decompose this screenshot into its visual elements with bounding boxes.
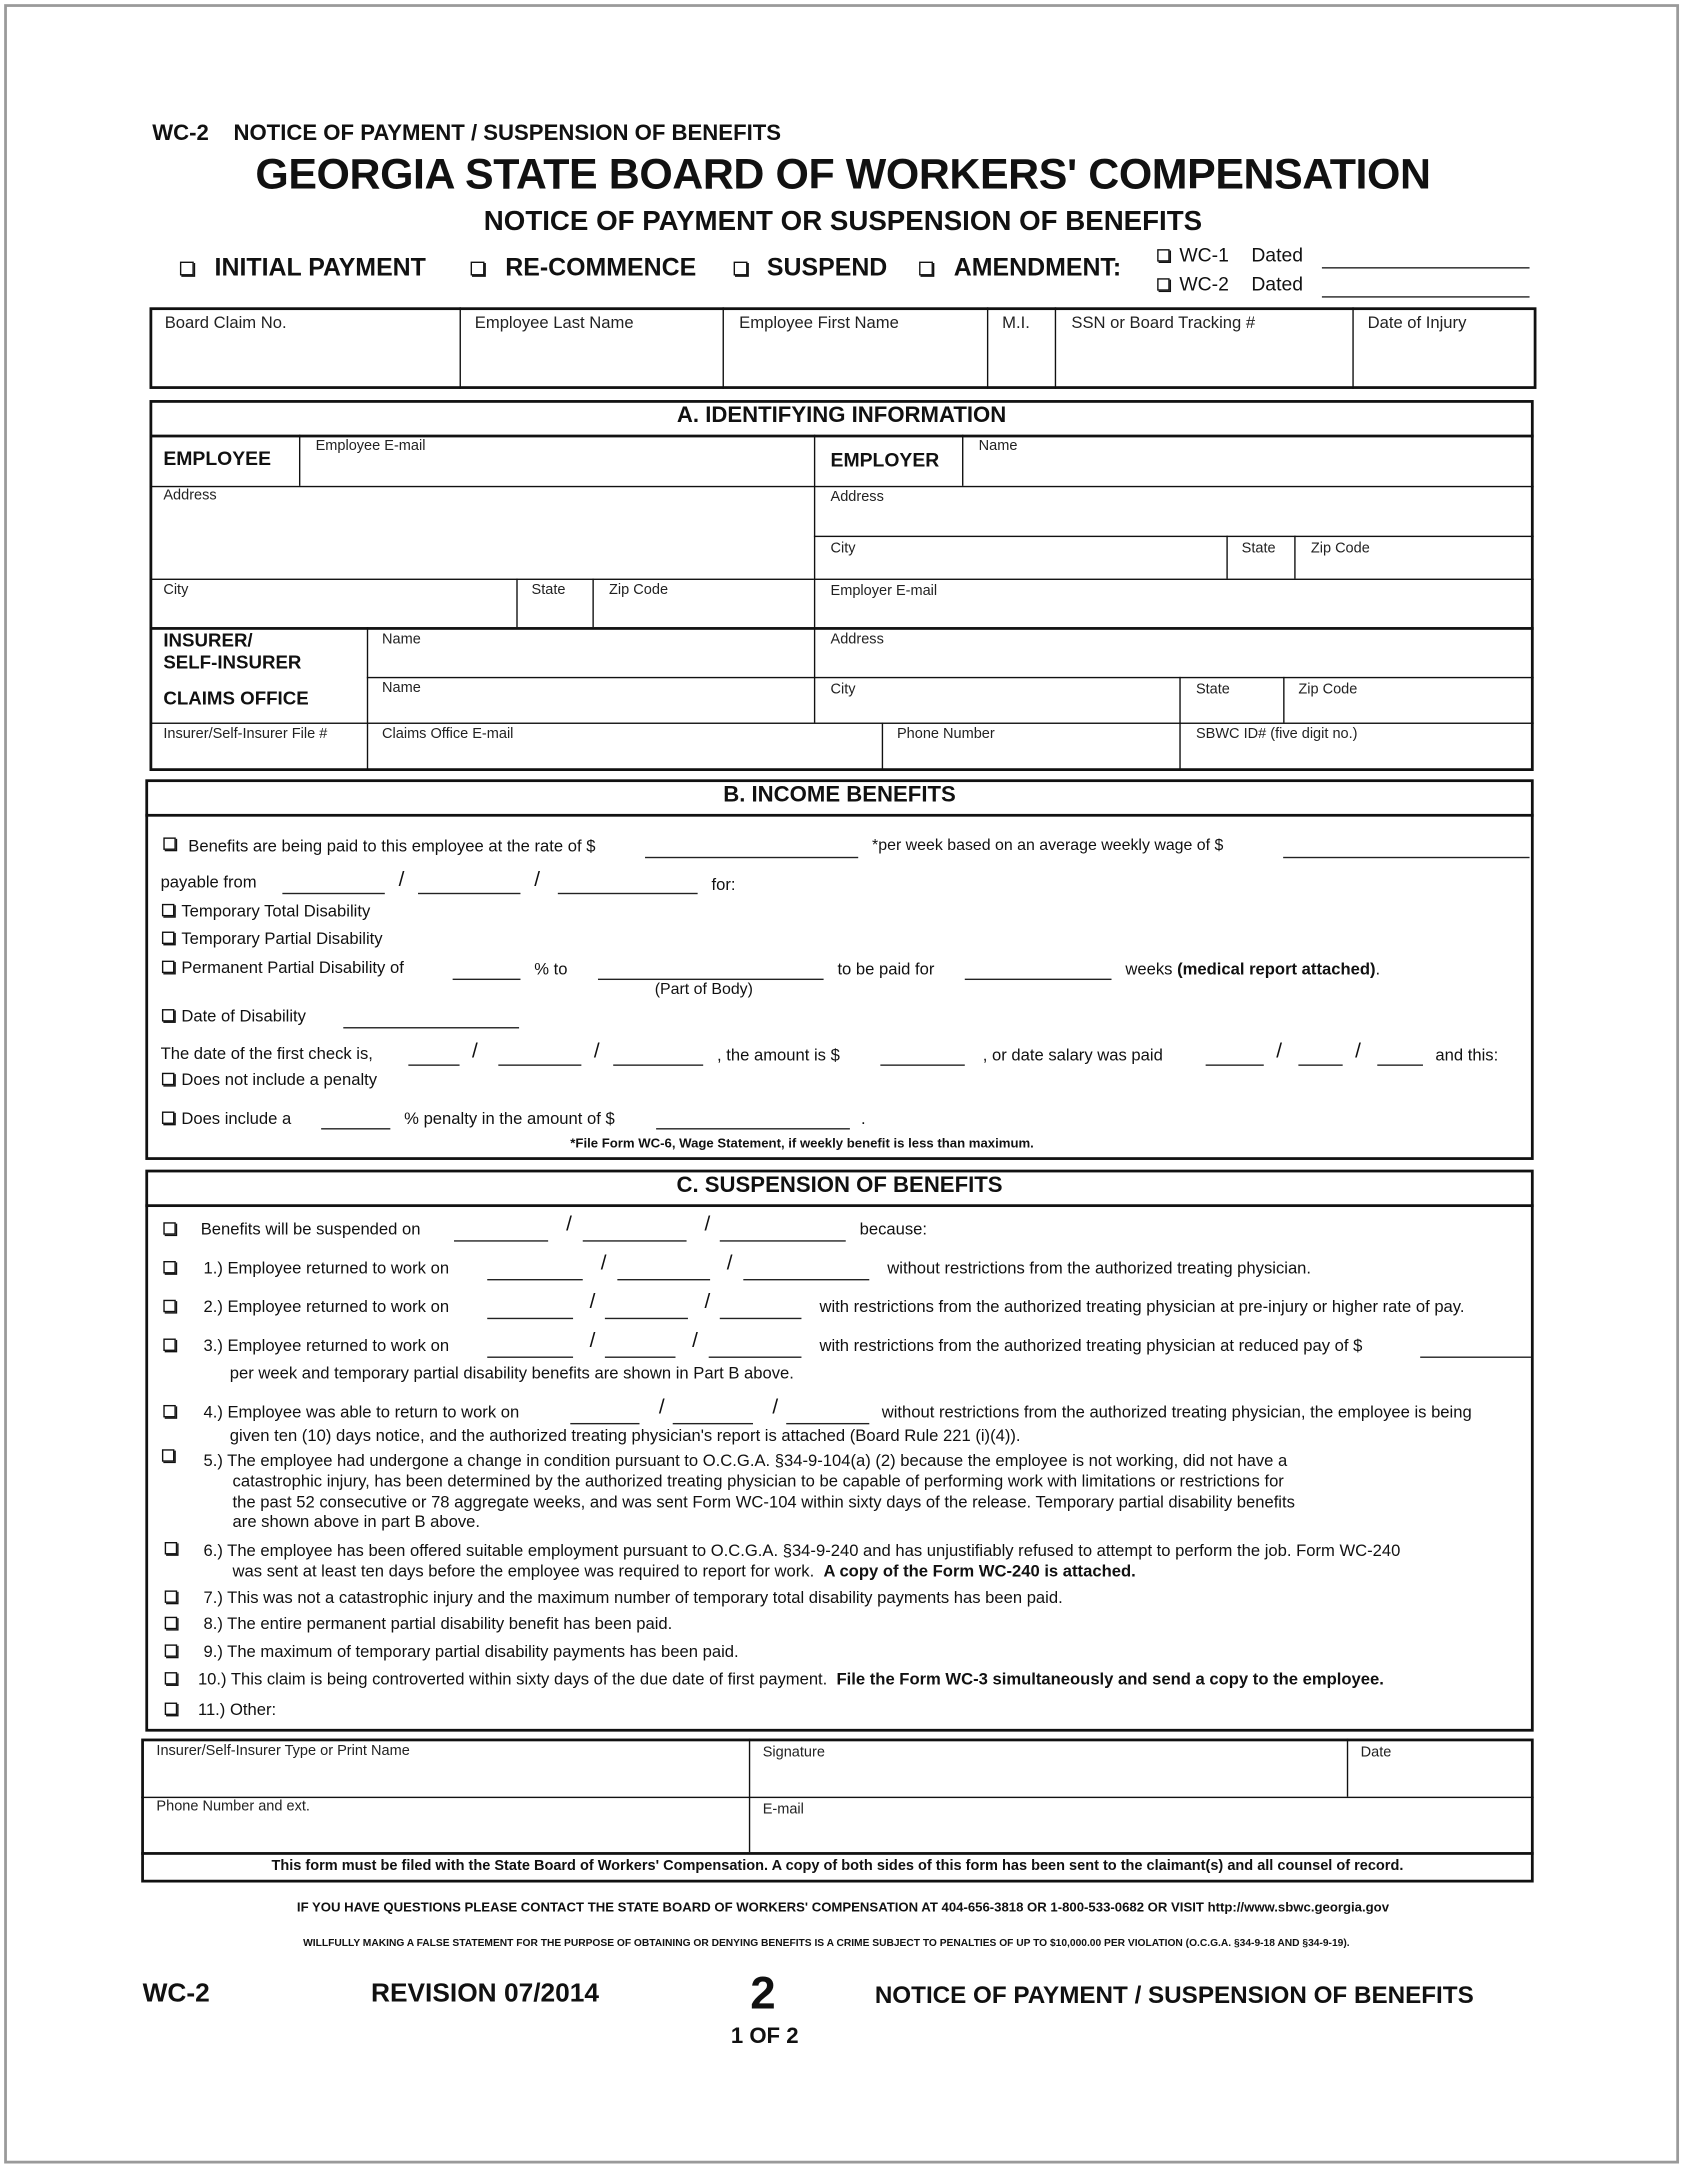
reason-2-year[interactable] bbox=[720, 1318, 802, 1319]
employee-zip-field[interactable]: Zip Code bbox=[609, 581, 669, 598]
date-of-injury-field[interactable]: Date of Injury bbox=[1367, 312, 1467, 333]
period: . bbox=[860, 1108, 866, 1129]
claims-office-name-field[interactable]: Name bbox=[382, 679, 421, 697]
form-rule-line bbox=[460, 307, 461, 389]
date-of-disability-checkbox[interactable] bbox=[162, 1009, 174, 1021]
weekly-rate-field[interactable] bbox=[645, 857, 858, 858]
reason-3-checkbox[interactable] bbox=[163, 1339, 175, 1351]
claims-office-heading: CLAIMS OFFICE bbox=[163, 687, 309, 709]
penalty-amount-field[interactable] bbox=[656, 1128, 850, 1129]
form-rule-line bbox=[516, 579, 517, 627]
insurer-name-field[interactable]: Name bbox=[382, 631, 421, 648]
form-rule-line bbox=[367, 677, 1534, 678]
date-slash: / bbox=[472, 1039, 478, 1064]
wc1-dated-label: Dated bbox=[1251, 243, 1304, 266]
form-line: WC-2 NOTICE OF PAYMENT / SUSPENSION OF BENEFITS bbox=[152, 121, 782, 146]
first-check-day[interactable] bbox=[498, 1064, 581, 1065]
payable-from-month[interactable] bbox=[282, 893, 384, 894]
paid-for-text: to be paid for bbox=[837, 959, 935, 979]
reason-2-text: 2.) Employee returned to work on bbox=[203, 1296, 450, 1317]
form-rule-line bbox=[1283, 677, 1284, 723]
page-title: GEORGIA STATE BOARD OF WORKERS' COMPENSATION bbox=[255, 149, 1431, 198]
date-slash: / bbox=[658, 1395, 665, 1419]
page-number-large: 2 bbox=[750, 1966, 776, 2019]
date-slash: / bbox=[726, 1251, 733, 1275]
wc1-label: WC-1 bbox=[1179, 243, 1229, 266]
suspended-on-text: Benefits will be suspended on bbox=[200, 1219, 421, 1239]
reason-4-checkbox[interactable] bbox=[163, 1405, 175, 1417]
date-slash: / bbox=[1355, 1039, 1361, 1064]
wc1-dated-field[interactable] bbox=[1322, 267, 1530, 268]
reason-2-checkbox[interactable] bbox=[163, 1300, 175, 1312]
includes-penalty-label: Does include a bbox=[181, 1108, 292, 1129]
reason-1-checkbox[interactable] bbox=[163, 1261, 175, 1273]
ppd-checkbox[interactable] bbox=[162, 961, 174, 973]
insurer-file-field[interactable]: Insurer/Self-Insurer File # bbox=[163, 725, 328, 742]
reason-4-continuation: given ten (10) days notice, and the authorized treating physician's report is attached (Board Rule 221 (i)(4)). bbox=[229, 1425, 1021, 1446]
no-penalty-label: Does not include a penalty bbox=[181, 1069, 378, 1090]
claims-office-state-field[interactable]: State bbox=[1195, 681, 1230, 698]
claims-office-zip-field[interactable]: Zip Code bbox=[1298, 681, 1358, 698]
wc1-checkbox[interactable] bbox=[1157, 249, 1169, 261]
reason-5-line-2: catastrophic injury, has been determined by the authorized treating physician to be capable of performing work with limitations or restrictions for bbox=[232, 1471, 1284, 1491]
penalty-amount-text: % penalty in the amount of $ bbox=[404, 1108, 615, 1129]
wc6-note: *File Form WC-6, Wage Statement, if weekly benefit is less than maximum. bbox=[570, 1136, 1034, 1152]
suspend-year[interactable] bbox=[720, 1240, 846, 1241]
form-rule-line bbox=[749, 1739, 750, 1853]
claims-office-city-field[interactable]: City bbox=[830, 681, 856, 698]
form-rule-line bbox=[145, 814, 1533, 817]
because-text: because: bbox=[859, 1219, 928, 1239]
form-rule-line bbox=[1055, 307, 1056, 389]
section-a-title: A. IDENTIFYING INFORMATION bbox=[676, 404, 1007, 428]
payable-from-day[interactable] bbox=[418, 893, 520, 894]
reason-3-day[interactable] bbox=[605, 1357, 676, 1358]
tpd-checkbox[interactable] bbox=[162, 932, 174, 944]
reason-3-month[interactable] bbox=[487, 1357, 573, 1358]
amendment-checkbox[interactable] bbox=[919, 262, 933, 276]
employee-state-field[interactable]: State bbox=[531, 581, 566, 598]
reason-1-month[interactable] bbox=[487, 1279, 583, 1280]
employer-city-field[interactable]: City bbox=[830, 539, 856, 557]
print-name-field[interactable]: Insurer/Self-Insurer Type or Print Name bbox=[156, 1742, 410, 1760]
reason-9-checkbox[interactable] bbox=[165, 1644, 177, 1656]
ppd-percent-field[interactable] bbox=[453, 979, 521, 980]
tpd-label: Temporary Partial Disability bbox=[181, 928, 383, 949]
filing-notice: This form must be filed with the State Board of Workers' Compensation. A copy of both sides of this form has been sent to the claimant(s) and all counsel of record. bbox=[271, 1857, 1404, 1875]
reason-8-checkbox[interactable] bbox=[165, 1617, 177, 1629]
payable-from-text: payable from bbox=[160, 872, 257, 892]
reason-7-checkbox[interactable] bbox=[165, 1590, 177, 1602]
weeks-field[interactable] bbox=[965, 979, 1112, 980]
reason-4-day[interactable] bbox=[673, 1423, 753, 1424]
date-of-disability-field[interactable] bbox=[343, 1027, 519, 1028]
avg-wage-text: *per week based on an average weekly wage of $ bbox=[872, 837, 1224, 855]
reason-3-continuation: per week and temporary partial disability benefits are shown in Part B above. bbox=[229, 1363, 794, 1383]
first-check-month[interactable] bbox=[408, 1064, 459, 1065]
ppd-label: Permanent Partial Disability of bbox=[181, 957, 404, 978]
ssn-field[interactable]: SSN or Board Tracking # bbox=[1071, 312, 1256, 333]
form-rule-line bbox=[149, 723, 1533, 724]
first-check-text: The date of the first check is, bbox=[160, 1043, 373, 1064]
reason-11-checkbox[interactable] bbox=[165, 1703, 177, 1715]
payable-from-year[interactable] bbox=[558, 893, 698, 894]
period: . bbox=[1375, 959, 1381, 979]
page-subtitle: NOTICE OF PAYMENT OR SUSPENSION OF BENEFITS bbox=[483, 206, 1203, 237]
form-rule-line bbox=[141, 1852, 1534, 1855]
sbwc-id-field[interactable]: SBWC ID# (five digit no.) bbox=[1195, 725, 1358, 742]
reason-4-month[interactable] bbox=[570, 1423, 639, 1424]
employee-email-field[interactable]: Employee E-mail bbox=[315, 437, 426, 455]
form-rule-line bbox=[149, 486, 1533, 487]
weeks-text: weeks bbox=[1125, 959, 1173, 979]
date-slash: / bbox=[534, 867, 541, 892]
first-check-year[interactable] bbox=[613, 1064, 703, 1065]
reason-2-month[interactable] bbox=[487, 1318, 573, 1319]
contact-info: IF YOU HAVE QUESTIONS PLEASE CONTACT THE STATE BOARD OF WORKERS' COMPENSATION AT 404-656-3818 OR 1-800-533-0682 OR VISIT http://www.sbwc.georgia.gov bbox=[296, 1900, 1390, 1916]
initial-payment-checkbox[interactable] bbox=[180, 262, 194, 276]
date-slash: / bbox=[566, 1212, 572, 1237]
form-rule-line bbox=[1347, 1739, 1348, 1797]
recommence-checkbox[interactable] bbox=[471, 262, 485, 276]
phone-ext-field[interactable]: Phone Number and ext. bbox=[156, 1798, 310, 1815]
board-claim-field[interactable]: Board Claim No. bbox=[164, 312, 287, 333]
form-rule-line bbox=[1226, 536, 1227, 579]
initial-payment-label: INITIAL PAYMENT bbox=[214, 253, 426, 281]
reason-5-line-3: the past 52 consecutive or 78 aggregate weeks, and was sent Form WC-104 within sixty days of the release. Temporary partial disability benefits bbox=[232, 1492, 1295, 1512]
suspend-checkbox[interactable] bbox=[734, 262, 748, 276]
date-slash: / bbox=[772, 1395, 779, 1419]
reduced-pay-field[interactable] bbox=[1420, 1357, 1531, 1358]
reason-2-detail: with restrictions from the authorized treating physician at pre-injury or higher rate of pay. bbox=[819, 1296, 1465, 1317]
salary-month[interactable] bbox=[1206, 1064, 1264, 1065]
reason-10-checkbox[interactable] bbox=[165, 1672, 177, 1684]
employer-state-field[interactable]: State bbox=[1241, 539, 1276, 557]
salary-day[interactable] bbox=[1298, 1064, 1342, 1065]
penalty-percent-field[interactable] bbox=[321, 1128, 390, 1129]
wc2-dated-field[interactable] bbox=[1322, 296, 1530, 297]
salary-year[interactable] bbox=[1377, 1064, 1423, 1065]
reason-4-year[interactable] bbox=[786, 1423, 869, 1424]
part-of-body-field[interactable] bbox=[598, 979, 824, 980]
form-rule-line bbox=[149, 627, 1533, 630]
date-slash: / bbox=[589, 1290, 596, 1314]
reason-6-line-2: was sent at least ten days before the employee was required to report for work. bbox=[232, 1561, 815, 1581]
form-rule-line bbox=[1294, 536, 1295, 579]
suspend-day[interactable] bbox=[583, 1240, 687, 1241]
employee-heading: EMPLOYEE bbox=[163, 447, 272, 470]
reason-5-line-1: 5.) The employee had undergone a change in condition pursuant to O.C.G.A. §34-9-104(a) (2) because the employee is not working, did not have a bbox=[203, 1450, 1288, 1471]
wc2-checkbox[interactable] bbox=[1157, 278, 1169, 290]
reason-5-line-4: are shown above in part B above. bbox=[232, 1511, 481, 1531]
wc2-label: WC-2 bbox=[1179, 272, 1229, 295]
footer-revision: REVISION 07/2014 bbox=[370, 1979, 600, 2009]
employer-address-field[interactable]: Address bbox=[830, 488, 884, 506]
form-rule-line bbox=[987, 307, 988, 389]
form-rule-line bbox=[592, 579, 593, 627]
employee-address-field[interactable]: Address bbox=[163, 487, 217, 504]
for-text: for: bbox=[711, 874, 736, 895]
employee-last-name-field[interactable]: Employee Last Name bbox=[474, 312, 634, 333]
form-rule-line bbox=[882, 723, 883, 771]
suspend-month[interactable] bbox=[454, 1240, 548, 1241]
reason-10-text: 10.) This claim is being controverted within sixty days of the due date of first payment. bbox=[197, 1669, 828, 1689]
reason-6-line-1: 6.) The employee has been offered suitable employment pursuant to O.C.G.A. §34-9-240 and has unjustifiably refused to attempt to perform the job. Form WC-240 bbox=[203, 1540, 1401, 1560]
reason-7-text: 7.) This was not a catastrophic injury and the maximum number of temporary total disability payments has been paid. bbox=[203, 1587, 1063, 1608]
reason-1-year[interactable] bbox=[743, 1279, 869, 1280]
date-of-disability-label: Date of Disability bbox=[181, 1006, 306, 1026]
and-this-text: and this: bbox=[1435, 1045, 1499, 1065]
reason-5-checkbox[interactable] bbox=[162, 1449, 174, 1461]
benefits-paid-checkbox[interactable] bbox=[163, 837, 175, 849]
date-slash: / bbox=[1276, 1039, 1283, 1064]
wc2-dated-label: Dated bbox=[1251, 272, 1304, 295]
suspended-checkbox[interactable] bbox=[163, 1222, 175, 1234]
reason-3-text: 3.) Employee returned to work on bbox=[203, 1335, 450, 1356]
reason-2-day[interactable] bbox=[605, 1318, 688, 1319]
employee-first-name-field[interactable]: Employee First Name bbox=[739, 312, 899, 333]
footer-form-name: NOTICE OF PAYMENT / SUSPENSION OF BENEFITS bbox=[874, 1980, 1474, 2009]
footer-form-id: WC-2 bbox=[142, 1979, 210, 2009]
reason-1-detail: without restrictions from the authorized treating physician. bbox=[887, 1258, 1312, 1278]
ttd-label: Temporary Total Disability bbox=[181, 901, 371, 921]
middle-initial-field[interactable]: M.I. bbox=[1002, 312, 1030, 333]
insurer-heading: INSURER/ bbox=[163, 629, 253, 651]
recommence-label: RE-COMMENCE bbox=[505, 253, 697, 281]
benefits-rate-text: Benefits are being paid to this employee at the rate of $ bbox=[188, 836, 596, 856]
reason-4-text: 4.) Employee was able to return to work on bbox=[203, 1402, 520, 1422]
no-penalty-checkbox[interactable] bbox=[162, 1073, 174, 1085]
page-of: 1 OF 2 bbox=[730, 2025, 799, 2049]
form-rule-line bbox=[814, 579, 1534, 580]
reason-4-detail: without restrictions from the authorized treating physician, the employee is being bbox=[881, 1402, 1472, 1422]
form-rule-line bbox=[141, 1797, 1534, 1798]
false-statement-warning: WILLFULLY MAKING A FALSE STATEMENT FOR THE PURPOSE OF OBTAINING OR DENYING BENEFITS IS A CRIME SUBJECT TO PENALTIES OF UP TO $10,000.00 PER VIOLATION (O.C.G.A. §34-9-18 AND §34-9-19). bbox=[303, 1936, 1350, 1949]
signature-field[interactable]: Signature bbox=[762, 1744, 825, 1761]
reason-1-text: 1.) Employee returned to work on bbox=[203, 1258, 450, 1278]
form-rule-line bbox=[814, 536, 1534, 537]
form-rule-line bbox=[145, 1204, 1533, 1207]
claims-office-email-field[interactable]: Claims Office E-mail bbox=[382, 725, 514, 742]
date-slash: / bbox=[589, 1328, 596, 1353]
reason-6-checkbox[interactable] bbox=[165, 1542, 177, 1554]
phone-number-field[interactable]: Phone Number bbox=[896, 725, 995, 742]
reason-9-text: 9.) The maximum of temporary partial disability payments has been paid. bbox=[203, 1641, 739, 1662]
reason-11-text: 11.) Other: bbox=[197, 1699, 277, 1720]
includes-penalty-checkbox[interactable] bbox=[162, 1112, 174, 1124]
form-rule-line bbox=[962, 435, 963, 486]
section-c-title: C. SUSPENSION OF BENEFITS bbox=[676, 1173, 1003, 1198]
insurer-address-field[interactable]: Address bbox=[830, 631, 884, 648]
first-check-amount-field[interactable] bbox=[880, 1064, 964, 1065]
employer-heading: EMPLOYER bbox=[830, 448, 940, 471]
reason-8-text: 8.) The entire permanent partial disability benefit has been paid. bbox=[203, 1613, 673, 1634]
reason-3-year[interactable] bbox=[709, 1357, 802, 1358]
employee-city-field[interactable]: City bbox=[163, 581, 189, 598]
date-slash: / bbox=[600, 1251, 607, 1275]
employer-email-field[interactable]: Employer E-mail bbox=[830, 582, 938, 600]
amendment-label: AMENDMENT: bbox=[953, 253, 1122, 281]
form-rule-line bbox=[723, 307, 724, 389]
reason-3-detail: with restrictions from the authorized treating physician at reduced pay of $ bbox=[819, 1335, 1363, 1356]
salary-paid-text: , or date salary was paid bbox=[982, 1045, 1163, 1065]
date-slash: / bbox=[692, 1328, 698, 1353]
percent-to-text: % to bbox=[534, 959, 568, 979]
employer-zip-field[interactable]: Zip Code bbox=[1310, 539, 1370, 557]
suspend-label: SUSPEND bbox=[766, 253, 888, 281]
ttd-checkbox[interactable] bbox=[162, 904, 174, 916]
date-slash: / bbox=[593, 1039, 600, 1064]
wc240-attached-text: A copy of the Form WC-240 is attached. bbox=[823, 1561, 1136, 1581]
amount-is-text: , the amount is $ bbox=[717, 1045, 840, 1065]
wc3-instruction: File the Form WC-3 simultaneously and send a copy to the employee. bbox=[836, 1669, 1384, 1689]
employer-name-field[interactable]: Name bbox=[978, 437, 1018, 455]
form-rule-line bbox=[299, 435, 300, 486]
medical-report-text: (medical report attached) bbox=[1177, 959, 1376, 979]
form-rule-line bbox=[1352, 307, 1353, 389]
date-slash: / bbox=[704, 1212, 711, 1237]
reason-1-day[interactable] bbox=[617, 1279, 710, 1280]
self-insurer-heading: SELF-INSURER bbox=[163, 651, 302, 673]
part-of-body-caption: (Part of Body) bbox=[654, 981, 753, 999]
avg-weekly-wage-field[interactable] bbox=[1283, 857, 1529, 858]
form-rule-line bbox=[149, 579, 813, 580]
date-slash: / bbox=[704, 1290, 711, 1314]
signature-email-field[interactable]: E-mail bbox=[762, 1800, 804, 1818]
signature-date-field[interactable]: Date bbox=[1360, 1744, 1392, 1761]
date-slash: / bbox=[398, 867, 405, 892]
section-b-title: B. INCOME BENEFITS bbox=[723, 783, 956, 807]
form-rule-line bbox=[367, 627, 368, 771]
